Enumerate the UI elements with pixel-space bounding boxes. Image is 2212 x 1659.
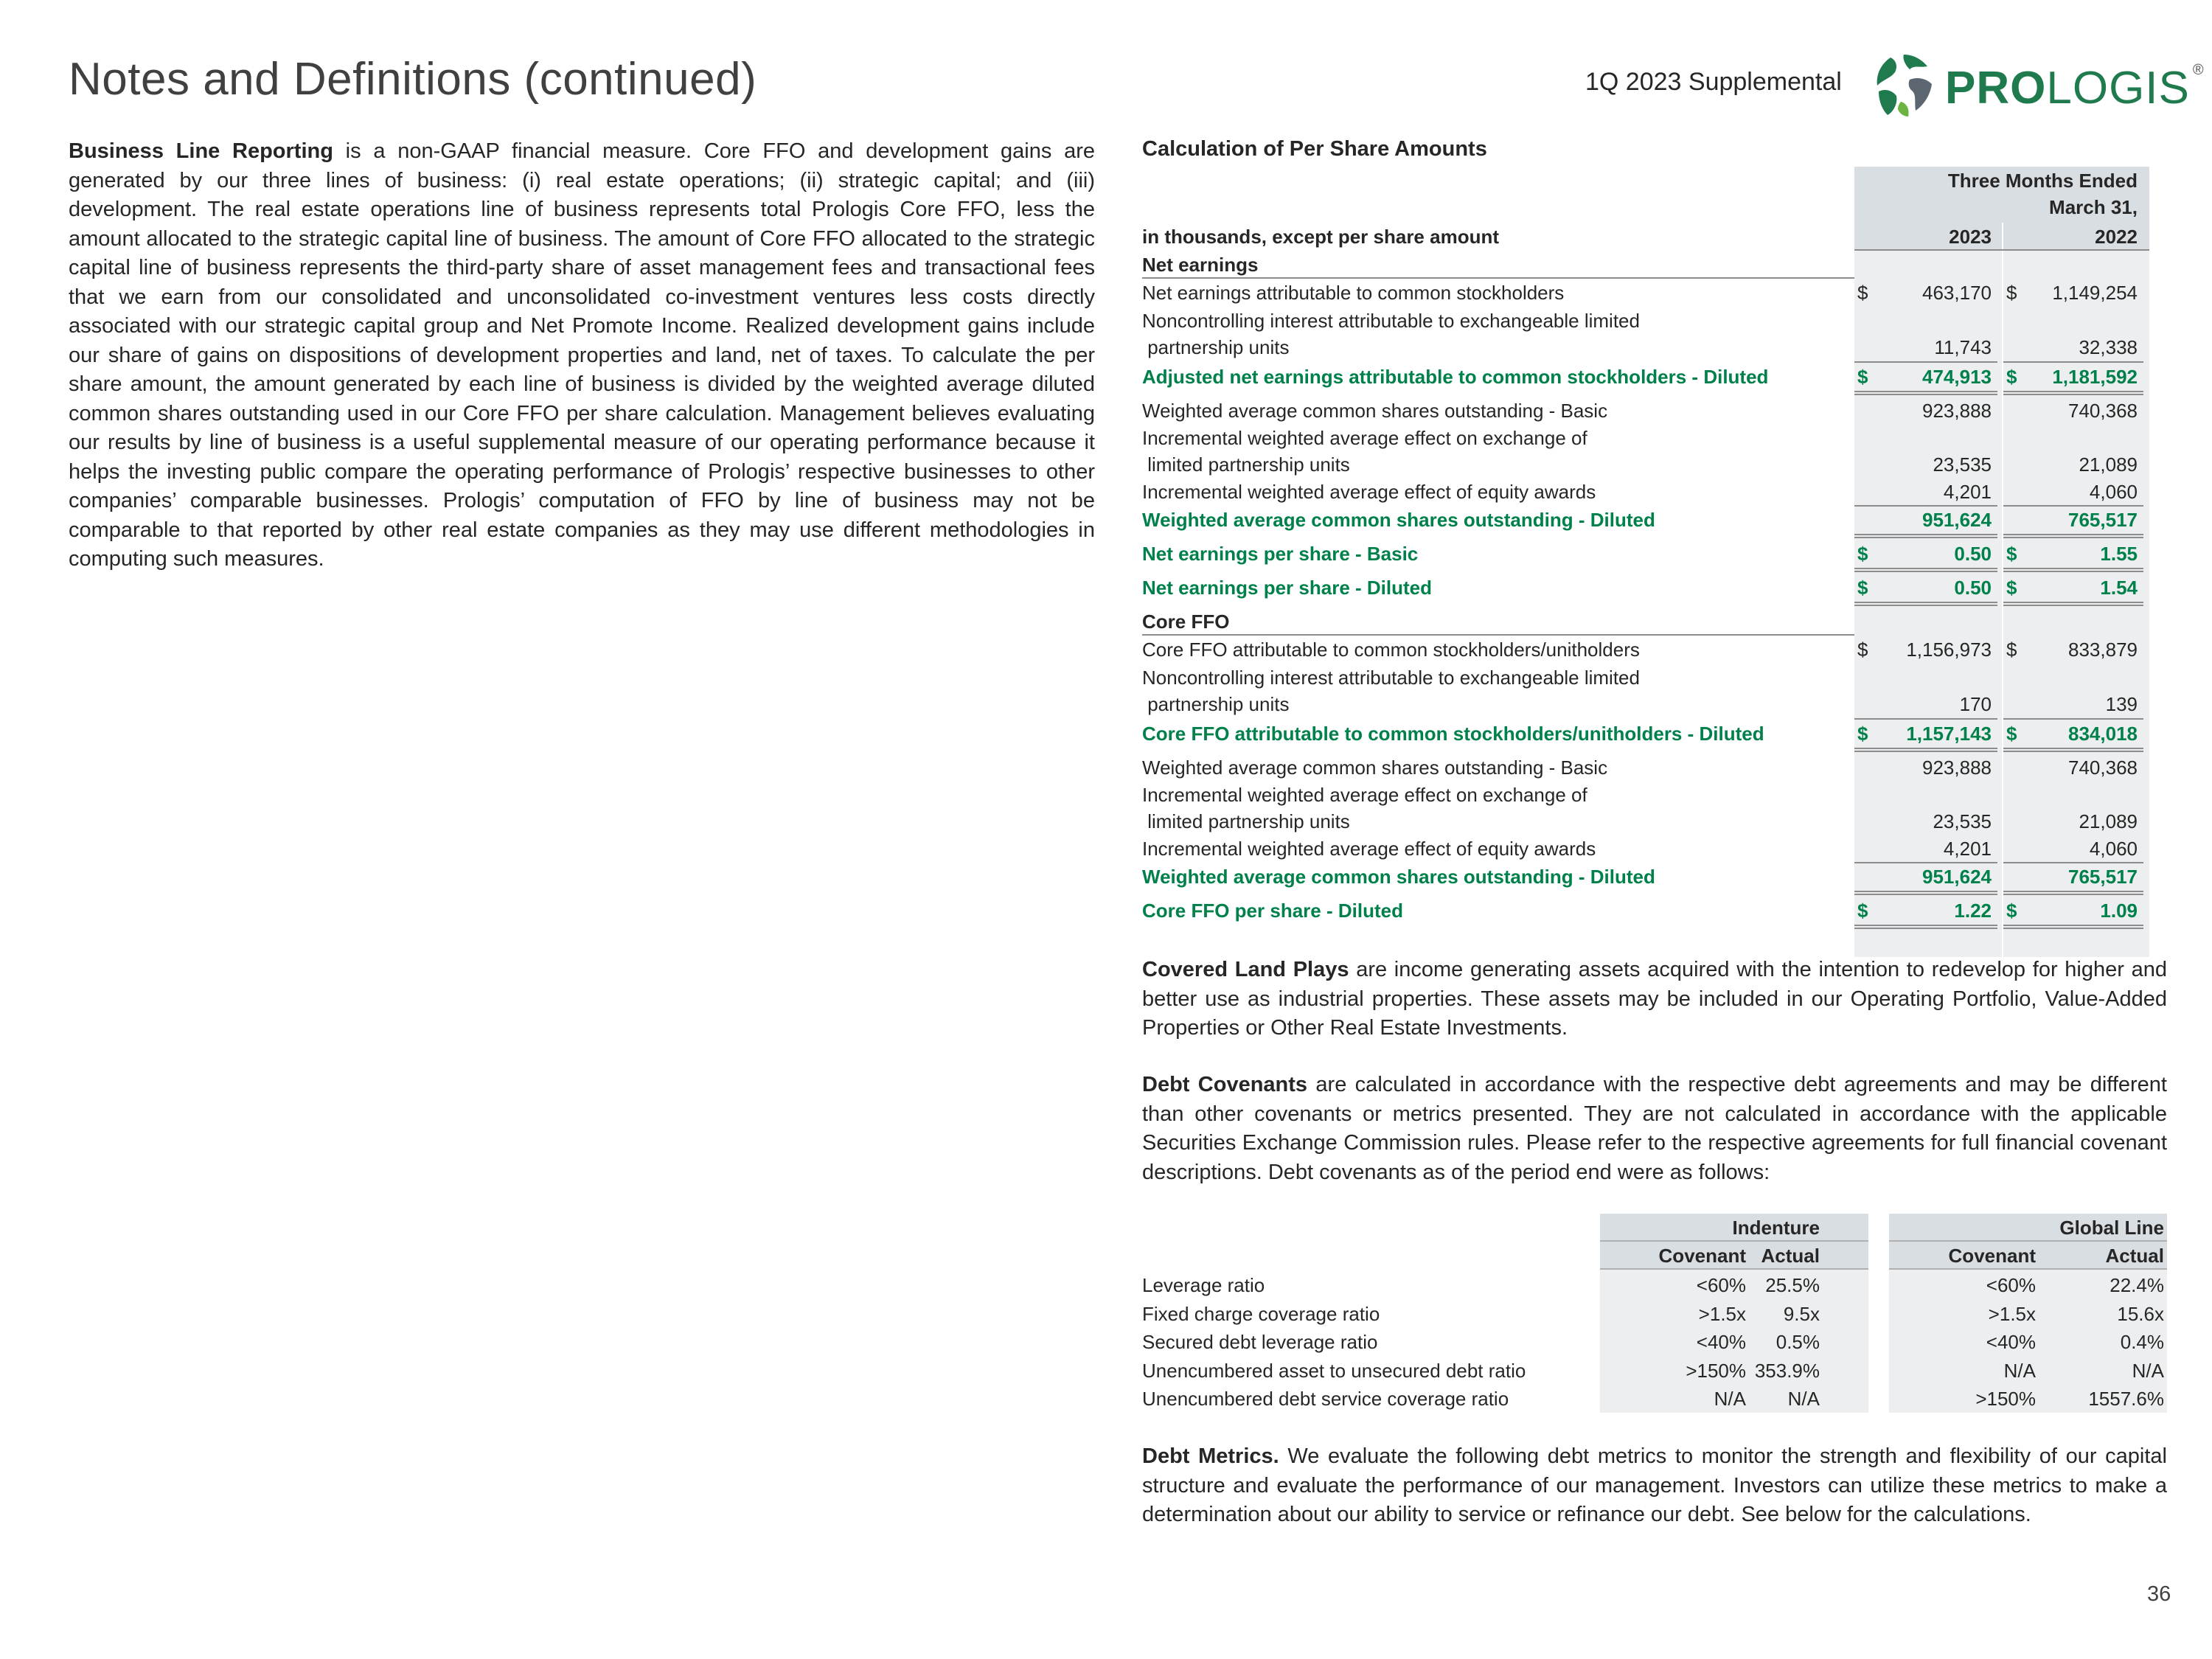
global-line-covenant: >1.5x — [1988, 1303, 2036, 1325]
global-line-covenant: N/A — [2003, 1360, 2036, 1382]
global-line-header: Global Line — [2059, 1217, 2164, 1239]
globe-icon — [1868, 50, 1939, 121]
col-header-underline — [1889, 1268, 2167, 1270]
col-2023-header: 2023 — [1949, 226, 1992, 248]
business-line-text: is a non-GAAP financial measure. Core FFO and development gains are generated by our three lines of business: (i) real estate operations; (ii) strategic capital; and (iii) development. The real estate operations line of business represents total Prologis Core FFO, less the amount allocated to the strategic capital line of business. The amount of Core FFO allocated to the strategic capital line of business represents the third-party share of asset management fees and transactional fees that we earn from our consolidated and unconsolidated co-investment ventures less costs directly associated with our strategic capital group and Net Promote Income. Realized development gains include our share of gains on dispositions of development properties and land, net of taxes. To calculate the per share amount, the amount generated by each line of business is divided by the weighted average diluted common shares outstanding used in our Core FFO per share calculation. Management believes evaluating our results by line of business is a useful supplemental measure of our operating performance because it helps the investing public compare the operating performance of Prologis’ respective businesses to other companies’ comparable businesses. Prologis’ computation of FFO by line of business may not be comparable to that reported by other real estate companies as they may use different methodologies in computing such measures. — [69, 139, 1095, 571]
covenant-label: Unencumbered debt service coverage ratio — [1142, 1388, 1509, 1410]
covenant-label: Unencumbered asset to unsecured debt ratio — [1142, 1360, 1526, 1382]
indenture-header: Indenture — [1732, 1217, 1820, 1239]
indenture-actual: 9.5x — [1783, 1303, 1820, 1325]
total-double-line — [2003, 602, 2143, 606]
core-ffo-header: Core FFO — [1142, 611, 1230, 633]
subtotal-line — [2003, 718, 2143, 720]
total-double-line — [1854, 748, 1997, 752]
global-line-covenant-header: Covenant — [1948, 1245, 2036, 1267]
debt-covenants-table — [1142, 1214, 2167, 1413]
global-line-actual: N/A — [2132, 1360, 2164, 1382]
subtotal-line — [2003, 862, 2143, 863]
global-line-covenant: <40% — [1986, 1331, 2036, 1353]
total-double-line — [1854, 534, 1997, 538]
net-earnings-header: Net earnings — [1142, 254, 1259, 276]
total-double-line — [1854, 925, 1997, 929]
page-number: 36 — [2147, 1582, 2171, 1606]
period-label-line1: Three Months Ended — [1947, 170, 2138, 192]
total-double-line — [1854, 602, 1997, 606]
header-underline — [1854, 249, 2149, 251]
indenture-covenant: <40% — [1696, 1331, 1746, 1353]
total-double-line — [2003, 534, 2143, 538]
units-label: in thousands, except per share amount — [1142, 226, 1499, 248]
global-line-actual: 1557.6% — [2088, 1388, 2164, 1410]
indenture-actual-header: Actual — [1761, 1245, 1820, 1267]
total-double-line — [2003, 925, 2143, 929]
indenture-covenant-header: Covenant — [1658, 1245, 1746, 1267]
subtotal-line — [1854, 361, 1997, 363]
global-line-actual-header: Actual — [2105, 1245, 2164, 1267]
total-double-line — [2003, 891, 2143, 895]
group-header-underline — [1889, 1240, 2167, 1242]
business-line-reporting-paragraph — [69, 137, 1095, 574]
total-double-line — [1854, 891, 1997, 895]
col-header-underline — [1600, 1268, 1868, 1270]
group-header-underline — [1600, 1240, 1868, 1242]
logo-wordmark: PROLOGIS ® — [1945, 62, 2205, 114]
covered-land-plays-paragraph: Covered Land Plays are income generating assets acquired with the intention to redevelop for higher and better use as industrial properties. These assets may be included in our Operating Portfolio, Value-Added Properties or Other Real Estate Investments. — [1142, 958, 2167, 1040]
section-underline — [1142, 277, 1854, 279]
period-label-line2: March 31, — [2049, 196, 2138, 218]
subtotal-line — [1854, 718, 1997, 720]
page-title: Notes and Definitions (continued) — [69, 54, 757, 105]
section-underline — [1142, 634, 1854, 636]
indenture-covenant: <60% — [1696, 1274, 1746, 1296]
total-double-line — [2003, 568, 2143, 572]
indenture-covenant: >1.5x — [1698, 1303, 1746, 1325]
indenture-covenant: N/A — [1714, 1388, 1746, 1410]
global-line-actual: 0.4% — [2120, 1331, 2164, 1353]
subtotal-line — [2003, 361, 2143, 363]
subtotal-line — [1854, 862, 1997, 863]
business-line-term: Business Line Reporting — [69, 139, 333, 163]
indenture-actual: N/A — [1787, 1388, 1820, 1410]
covenant-label: Fixed charge coverage ratio — [1142, 1303, 1380, 1325]
global-line-covenant: >150% — [1975, 1388, 2036, 1410]
global-line-actual: 22.4% — [2110, 1274, 2164, 1296]
prologis-logo — [1868, 50, 2205, 124]
total-double-line — [1854, 568, 1997, 572]
indenture-actual: 0.5% — [1775, 1331, 1820, 1353]
indenture-covenant: >150% — [1686, 1360, 1746, 1382]
covenant-label: Secured debt leverage ratio — [1142, 1331, 1378, 1353]
calc-heading: Calculation of Per Share Amounts — [1142, 137, 1487, 161]
covenant-label: Leverage ratio — [1142, 1274, 1265, 1296]
indenture-actual: 353.9% — [1754, 1360, 1820, 1382]
subtotal-line — [2003, 505, 2143, 507]
debt-covenants-paragraph: Debt Covenants are calculated in accordance with the respective debt agreements and may be different than other covenants or metrics presented. They are not calculated in accordance with the applicable Securities Exchange Commission rules. Please refer to the respective agreements for full financial covenant descriptions. Debt covenants as of the period end were as follows: — [1142, 1073, 2167, 1184]
total-double-line — [2003, 748, 2143, 752]
total-double-line — [1854, 391, 1997, 395]
per-share-calculation-table: Calculation of Per Share Amounts Three Months Ended March 31, in thousands, except per share amount 2023 2022 Net earnings Net earnings attributable to common stockholders $ 463,170 $ 1,149,254 Noncontrolling interest attributable to exchangeable limited partnership units 11,743 32,338 Adjusted net earnings attributable to common stockholders - Diluted $ 474,913 $ 1,181,592 Weighted average common shares outstanding - Basic 923,888 740,368 Incremental weighted average effect on exchange of limited partnership units 23,535 21,089 Incremental weighted average effect of equity awards 4,201 4,060 Weighted average common shares outstanding - Diluted 951,624 765,517 Net earnings per share - Basic $ 0.50 $ 1.55 Net earnings per share - Diluted $ 0.50 $ 1.54 Core FFO Core FFO attributable to common stockholders/unitholders $ 1,156,973 $ 833,879 Noncontrolling interest attributable to exchangeable limited partnership units 170 139 Core FFO attributable to common stockholders/unitholders - Diluted $ 1,157,143 $ 834,018 Weighted average common shares outstanding - Basic 923,888 740,368 Incremental weighted average effect on exchange of limited partnership units 23,535 21,089 Incremental weighted average effect of equity awards 4,201 4,060 Weighted average common shares outstanding - Diluted 951,624 765,517 Core FFO per share - Diluted $ 1.22 $ 1.09 — [1142, 137, 2149, 167]
supplemental-label: 1Q 2023 Supplemental — [1585, 68, 1842, 96]
subtotal-line — [1854, 505, 1997, 507]
debt-metrics-paragraph: Debt Metrics. We evaluate the following debt metrics to monitor the strength and flexibility of our capital structure and evaluate the performance of our management. Investors can utilize these metrics to make a determination about our ability to service or refinance our debt. See below for the calculations. — [1142, 1444, 2167, 1526]
total-double-line — [2003, 391, 2143, 395]
indenture-actual: 25.5% — [1765, 1274, 1820, 1296]
col-2022-header: 2022 — [2095, 226, 2138, 248]
global-line-actual: 15.6x — [2117, 1303, 2164, 1325]
global-line-covenant: <60% — [1986, 1274, 2036, 1296]
